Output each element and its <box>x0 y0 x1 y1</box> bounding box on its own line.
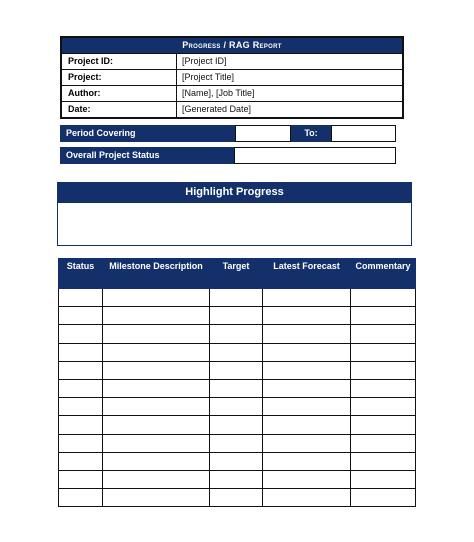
status-cell[interactable] <box>59 398 103 416</box>
forecast-cell[interactable] <box>263 379 351 397</box>
milestone-header-row <box>59 259 416 289</box>
commentary-cell[interactable] <box>351 325 416 343</box>
column-status: Status <box>59 259 103 289</box>
target-cell[interactable] <box>210 398 263 416</box>
description-cell[interactable] <box>103 416 210 434</box>
field-label-project: Project: <box>62 70 177 85</box>
commentary-cell[interactable] <box>351 398 416 416</box>
column-milestone-description: Milestone Description <box>103 259 210 289</box>
table-row <box>59 379 416 397</box>
period-covering-row <box>60 125 396 142</box>
target-cell[interactable] <box>210 289 263 307</box>
report-title <box>62 38 402 53</box>
description-cell[interactable] <box>103 361 210 379</box>
field-value-author[interactable]: [Name], [Job Title] <box>182 88 255 98</box>
field-label-project-id: Project ID: <box>62 54 177 69</box>
commentary-cell[interactable] <box>351 434 416 452</box>
description-cell[interactable] <box>103 379 210 397</box>
table-row <box>59 307 416 325</box>
field-row-date <box>62 101 402 117</box>
status-cell[interactable] <box>59 434 103 452</box>
forecast-cell[interactable] <box>263 452 351 470</box>
description-cell[interactable] <box>103 452 210 470</box>
commentary-cell[interactable] <box>351 416 416 434</box>
overall-status-row <box>60 147 396 164</box>
commentary-cell[interactable] <box>351 361 416 379</box>
field-label-author: Author: <box>62 86 177 101</box>
status-cell[interactable] <box>59 307 103 325</box>
description-cell[interactable] <box>103 325 210 343</box>
report-title-text: Progress / RAG Report <box>182 40 282 50</box>
status-cell[interactable] <box>59 452 103 470</box>
target-cell[interactable] <box>210 343 263 361</box>
overall-status-input[interactable] <box>234 147 396 164</box>
table-row <box>59 470 416 488</box>
table-row <box>59 434 416 452</box>
period-to-label: To: <box>291 125 331 142</box>
table-row <box>59 289 416 307</box>
table-row <box>59 416 416 434</box>
column-target: Target <box>210 259 263 289</box>
forecast-cell[interactable] <box>263 343 351 361</box>
forecast-cell[interactable] <box>263 325 351 343</box>
report-header-table <box>60 36 404 119</box>
table-row <box>59 489 416 507</box>
target-cell[interactable] <box>210 325 263 343</box>
commentary-cell[interactable] <box>351 379 416 397</box>
field-row-author <box>62 85 402 101</box>
period-to-input[interactable] <box>331 125 396 142</box>
target-cell[interactable] <box>210 379 263 397</box>
forecast-cell[interactable] <box>263 361 351 379</box>
field-value-project-id[interactable]: [Project ID] <box>182 56 227 66</box>
description-cell[interactable] <box>103 470 210 488</box>
target-cell[interactable] <box>210 470 263 488</box>
field-value-project[interactable]: [Project Title] <box>182 72 235 82</box>
target-cell[interactable] <box>210 361 263 379</box>
table-row <box>59 325 416 343</box>
status-cell[interactable] <box>59 343 103 361</box>
table-row <box>59 452 416 470</box>
forecast-cell[interactable] <box>263 470 351 488</box>
period-from-input[interactable] <box>235 125 291 142</box>
table-row <box>59 398 416 416</box>
forecast-cell[interactable] <box>263 289 351 307</box>
description-cell[interactable] <box>103 434 210 452</box>
milestone-table-body <box>59 289 416 507</box>
forecast-cell[interactable] <box>263 398 351 416</box>
field-row-project-id <box>62 53 402 69</box>
table-row <box>59 343 416 361</box>
description-cell[interactable] <box>103 307 210 325</box>
status-cell[interactable] <box>59 325 103 343</box>
status-cell[interactable] <box>59 361 103 379</box>
status-cell[interactable] <box>59 470 103 488</box>
status-cell[interactable] <box>59 289 103 307</box>
description-cell[interactable] <box>103 398 210 416</box>
field-row-project <box>62 69 402 85</box>
forecast-cell[interactable] <box>263 434 351 452</box>
highlight-progress-body[interactable] <box>57 202 412 246</box>
target-cell[interactable] <box>210 434 263 452</box>
field-value-date[interactable]: [Generated Date] <box>182 104 252 114</box>
field-label-date: Date: <box>62 102 177 117</box>
description-cell[interactable] <box>103 489 210 507</box>
description-cell[interactable] <box>103 343 210 361</box>
description-cell[interactable] <box>103 289 210 307</box>
status-cell[interactable] <box>59 489 103 507</box>
commentary-cell[interactable] <box>351 307 416 325</box>
commentary-cell[interactable] <box>351 489 416 507</box>
commentary-cell[interactable] <box>351 343 416 361</box>
commentary-cell[interactable] <box>351 470 416 488</box>
status-cell[interactable] <box>59 416 103 434</box>
commentary-cell[interactable] <box>351 289 416 307</box>
column-commentary: Commentary <box>351 259 416 289</box>
target-cell[interactable] <box>210 307 263 325</box>
status-cell[interactable] <box>59 379 103 397</box>
table-row <box>59 361 416 379</box>
forecast-cell[interactable] <box>263 489 351 507</box>
column-latest-forecast: Latest Forecast <box>263 259 351 289</box>
commentary-cell[interactable] <box>351 452 416 470</box>
period-covering-label: Period Covering <box>60 125 235 142</box>
highlight-progress-header: Highlight Progress <box>57 182 412 202</box>
forecast-cell[interactable] <box>263 416 351 434</box>
milestone-table <box>58 258 416 507</box>
overall-status-label: Overall Project Status <box>60 147 234 164</box>
target-cell[interactable] <box>210 416 263 434</box>
target-cell[interactable] <box>210 489 263 507</box>
forecast-cell[interactable] <box>263 307 351 325</box>
target-cell[interactable] <box>210 452 263 470</box>
